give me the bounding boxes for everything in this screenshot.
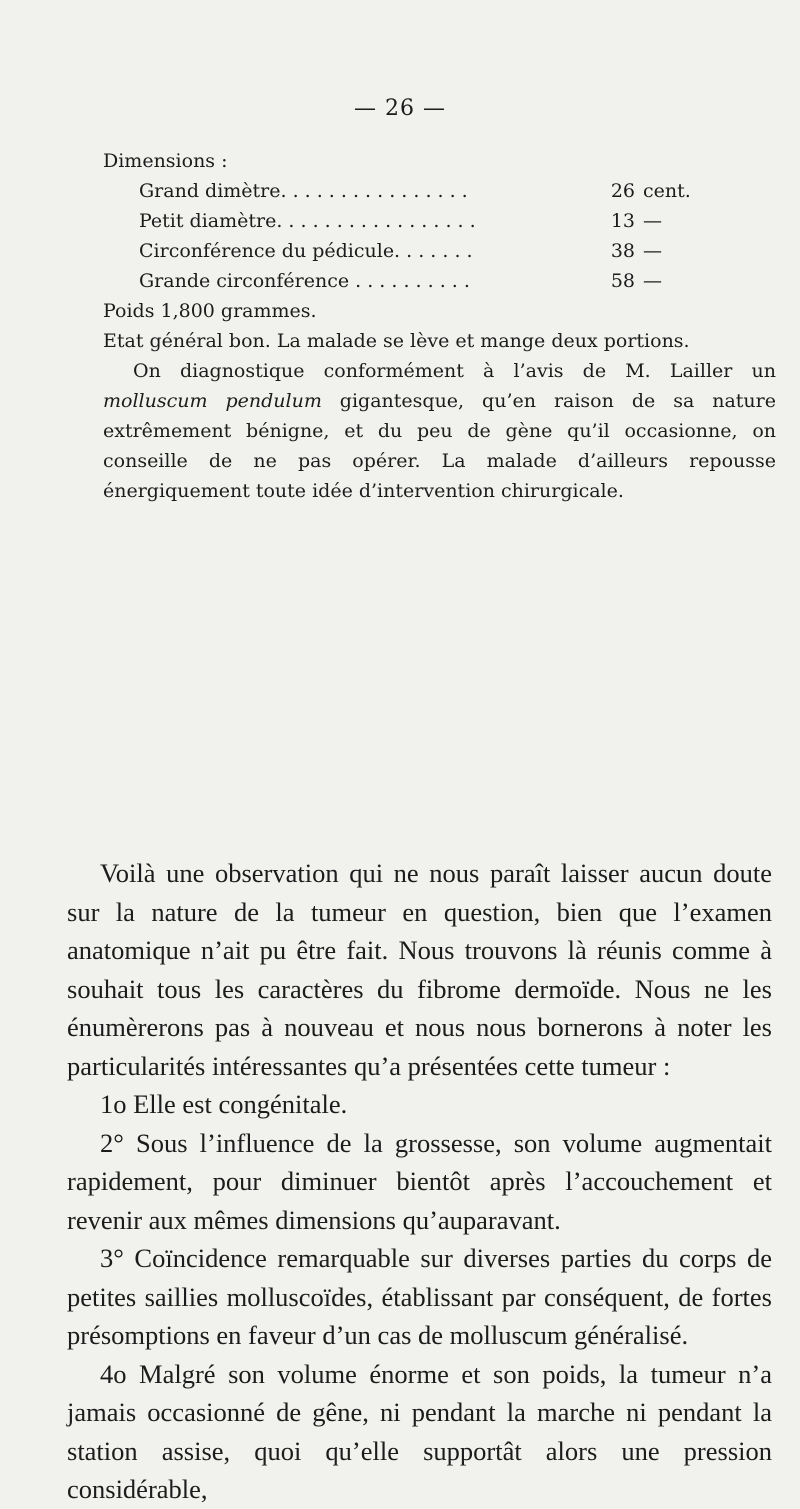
dimension-value: 13 (610, 210, 635, 232)
discussion-point: 2° Sous l’influence de la grossesse, son volume augmentait rapidement, pour diminuer bientôt après l’accouchement et revenir aux mêmes dimensions qu’auparavant. (67, 1127, 772, 1235)
diagnostic-paragraph (103, 356, 776, 506)
dimension-unit: cent. (643, 180, 691, 202)
dimension-value: 26 (610, 180, 635, 202)
diagnostic-text-start: On diagnostique conformément à l’avis de M. Lailler un (133, 360, 776, 382)
poids-line: Poids 1,800 grammes. (103, 300, 317, 322)
page-number: — 26 — (354, 96, 446, 121)
discussion-block (67, 854, 772, 1509)
dimension-label: Grand dimètre. . . . . . . . . . . . . . . . (139, 180, 468, 202)
dimension-unit: — (643, 210, 662, 232)
dimension-row (103, 266, 703, 296)
diagnostic-term: molluscum pendulum (103, 390, 322, 412)
discussion-point: 3° Coïncidence remarquable sur diverses parties du corps de petites saillies molluscoïdes, établissant par conséquent, de fortes présomptions en faveur d’un cas de molluscum généralisé. (67, 1243, 772, 1350)
etat-paragraph: Etat général bon. La malade se lève et mange deux portions. (103, 330, 690, 352)
observation-block (103, 296, 776, 506)
discussion-point: 1o Elle est congénitale. (100, 1089, 348, 1119)
dimension-label: Petit diamètre. . . . . . . . . . . . . . . . . (139, 210, 476, 232)
dimension-row (103, 236, 703, 266)
dimension-value: 38 (610, 240, 635, 262)
dimension-unit: — (643, 240, 662, 262)
dimensions-heading: Dimensions : (103, 150, 228, 172)
dimension-label: Circonférence du pédicule. . . . . . . (139, 240, 473, 262)
dimension-row (103, 206, 703, 236)
dimension-unit: — (643, 270, 662, 292)
dimension-label: Grande circonférence . . . . . . . . . . (139, 270, 470, 292)
dimensions-block (103, 146, 703, 296)
diagnostic-text-end: gigantesque, qu’en raison de sa nature extrêmement bénigne, et du peu de gène qu’il occasionne, on conseille de ne pas opérer. La malade d’ailleurs repousse énergiquement toute idée d’intervention chirurgicale. (103, 390, 776, 502)
discussion-point: 4o Malgré son volume énorme et son poids, la tumeur n’a jamais occasionné de gêne, ni pendant la marche ni pendant la station assise, quoi qu’elle supportât alors une pression considérable, (67, 1358, 772, 1504)
dimension-value: 58 (610, 270, 635, 292)
dimension-row (103, 176, 703, 206)
discussion-intro: Voilà une observation qui ne nous paraît laisser aucun doute sur la nature de la tumeur en question, bien que l’examen anatomique n’ait pu être fait. Nous trouvons là réunis comme à souhait tous les caractères du fibrome dermoïde. Nous ne les énumèrerons pas à nouveau et nous nous bornerons à noter les particularités intéressantes qu’a présentées cette tumeur : (67, 858, 772, 1081)
